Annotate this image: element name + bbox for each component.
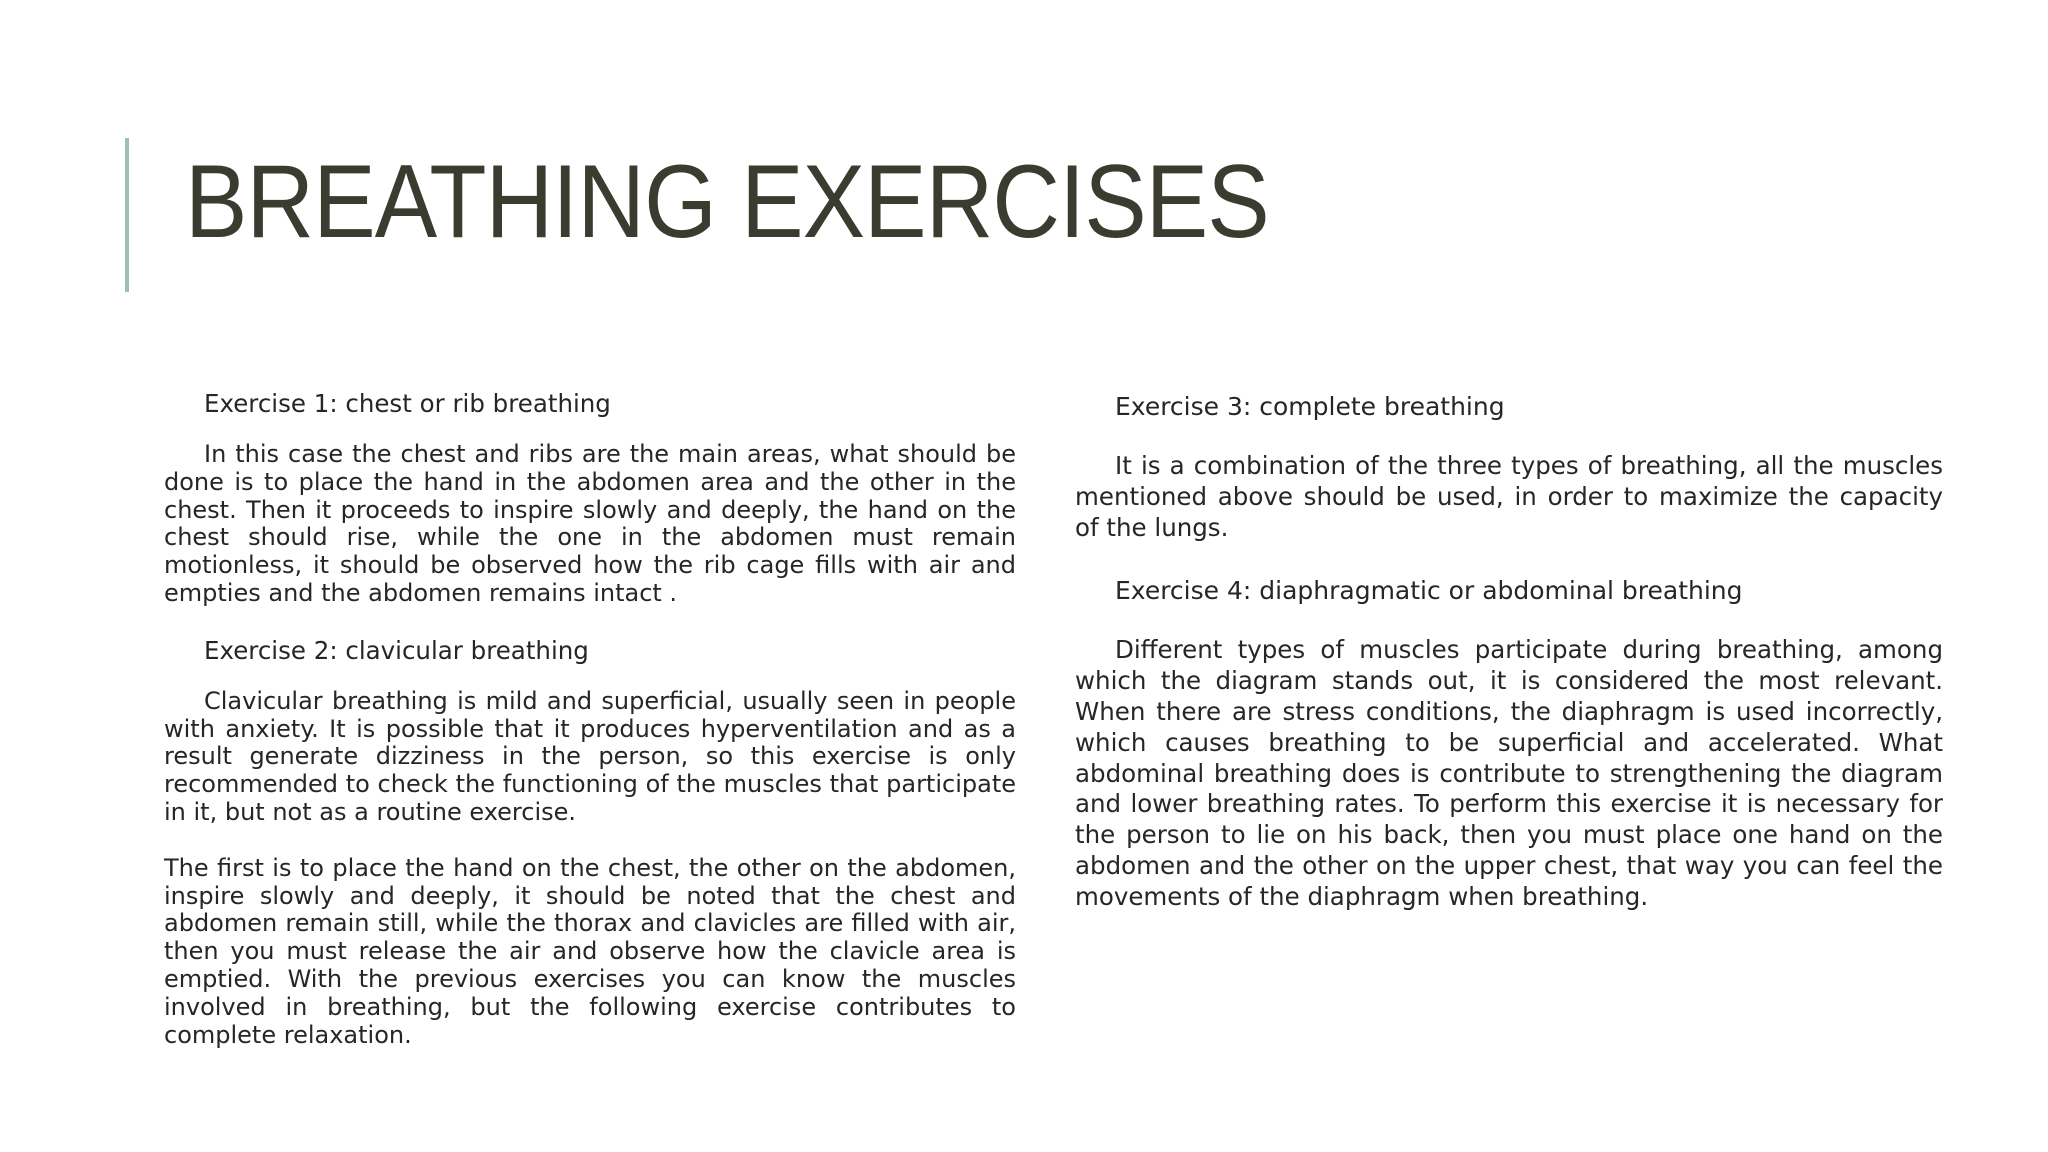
spacer xyxy=(164,608,1016,631)
exercise-4-body: Different types of muscles participate during breathing, among which the diagram stands out, it is considered the most relevant. When there are stress conditions, the diaphragm is used incorrectly, which causes breathing to be superficial and accelerated. What abdominal breathing does is contribute to strengthening the diagram and lower breathing rates. To perform this exercise it is necessary for the person to lie on his back, then you must place one hand on the abdomen and the other on the upper chest, that way you can feel the movements of the diaphragm when breathing. xyxy=(1075,635,1943,911)
spacer xyxy=(1075,543,1943,571)
exercise-3-body: It is a combination of the three types of breathing, all the muscles mentioned above should be used, in order to maximize the capacity of the lungs. xyxy=(1075,451,1943,542)
exercise-1-heading: Exercise 1: chest or rib breathing xyxy=(204,389,611,418)
exercise-2-heading: Exercise 2: clavicular breathing xyxy=(204,635,589,665)
spacer xyxy=(164,671,1016,688)
right-column xyxy=(1075,387,1943,913)
spacer xyxy=(164,827,1016,855)
exercise-3-heading: Exercise 3: complete breathing xyxy=(1115,392,1505,421)
exercise-2-body-continued: The first is to place the hand on the chest, the other on the abdomen, inspire slowly and deeply, it should be noted that the chest and abdomen remain still, while the thorax and clavicles are filled with air, then you must release the air and observe how the clavicle area is emptied. With the previous exercises you can know the muscles involved in breathing, but the following exercise contributes to complete relaxation. xyxy=(164,853,1016,1049)
spacer xyxy=(1075,611,1943,635)
slide-title: BREATHING EXERCISES xyxy=(185,144,1269,260)
spacer xyxy=(164,424,1016,441)
exercise-1-body: In this case the chest and ribs are the main areas, what should be done is to place the hand in the abdomen area and the other in the chest. Then it proceeds to inspire slowly and deeply, the hand on the chest should rise, while the one in the abdomen must remain motionless, it should be observed how the rib cage fills with air and empties and the abdomen remains intact . xyxy=(164,440,1016,607)
exercise-2-body: Clavicular breathing is mild and superficial, usually seen in people with anxiety. It is possible that it produces hyperventilation and as a result generate dizziness in the person, so this exercise is only recommended to check the functioning of the muscles that participate in it, but not as a routine exercise. xyxy=(164,686,1016,826)
spacer xyxy=(1075,427,1943,451)
title-accent-bar xyxy=(125,138,129,292)
exercise-4-heading: Exercise 4: diaphragmatic or abdominal breathing xyxy=(1115,576,1743,606)
left-column xyxy=(164,384,1016,1049)
